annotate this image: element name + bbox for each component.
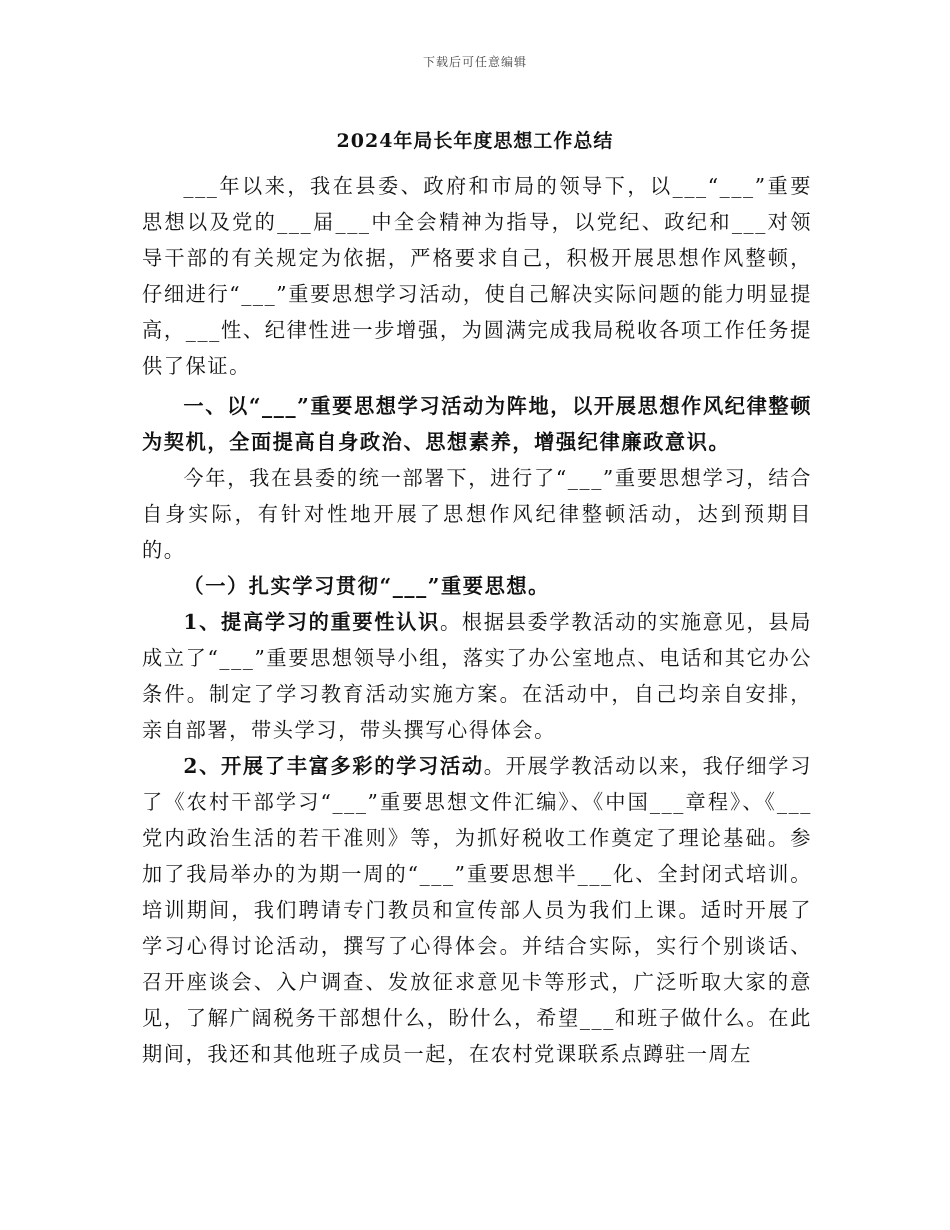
document-title: 2024年局长年度思想工作总结 xyxy=(336,130,614,152)
item-paragraph-2 xyxy=(142,748,812,1072)
header-note: 下载后可任意编辑 xyxy=(422,55,527,69)
section-heading-1: 一、以“___”重要思想学习活动为阵地，以开展思想作风纪律整顿为契机，全面提高自身政治、思想素养，增强纪律廉政意识。 xyxy=(142,394,812,454)
item-text-2: 。开展学教活动以来，我仔细学习了《农村干部学习“___”重要思想文件汇编》、《中国___章程》、《___党内政治生活的若干准则》等，为抓好税收工作奠定了理论基础。参加了我局举办的为期一周的“___”重要思想半___化、全封闭式培训。培训期间，我们聘请专门教员和宣传部人员为我们上课。适时开展了学习心得讨论活动，撰写了心得体会。并结合实际，实行个别谈话、召开座谈会、入户调查、发放征求意见卡等形式，广泛听取大家的意见，了解广阔税务干部想什么，盼什么，希望___和班子做什么。在此期间，我还和其他班子成员一起，在农村党课联系点蹲驻一周左 xyxy=(142,754,812,1066)
item-lead-2: 2、开展了丰富多彩的学习活动 xyxy=(183,754,484,778)
subsection-heading-1: （一）扎实学习贯彻“___”重要思想。 xyxy=(183,574,550,598)
item-paragraph-1 xyxy=(142,604,812,748)
item-text-1: 。根据县委学教活动的实施意见，县局成立了“___”重要思想领导小组，落实了办公室地点、电话和其它办公条件。制定了学习教育活动实施方案。在活动中，自己均亲自安排，亲自部署，带头学习，带头撰写心得体会。 xyxy=(142,610,813,742)
document-body xyxy=(142,168,812,1072)
item-lead-1: 1、提高学习的重要性认识 xyxy=(183,610,440,634)
intro-paragraph: ___年以来，我在县委、政府和市局的领导下，以___“___”重要思想以及党的___届___中全会精神为指导，以党纪、政纪和___对领导干部的有关规定为依据，严格要求自己，积极开展思想作风整顿，仔细进行“___”重要思想学习活动，使自己解决实际问题的能力明显提高，___性、纪律性进一步增强，为圆满完成我局税收各项工作任务提供了保证。 xyxy=(142,174,812,378)
section-paragraph: 今年，我在县委的统一部署下，进行了“___”重要思想学习，结合自身实际，有针对性地开展了思想作风纪律整顿活动，达到预期目的。 xyxy=(142,466,812,562)
